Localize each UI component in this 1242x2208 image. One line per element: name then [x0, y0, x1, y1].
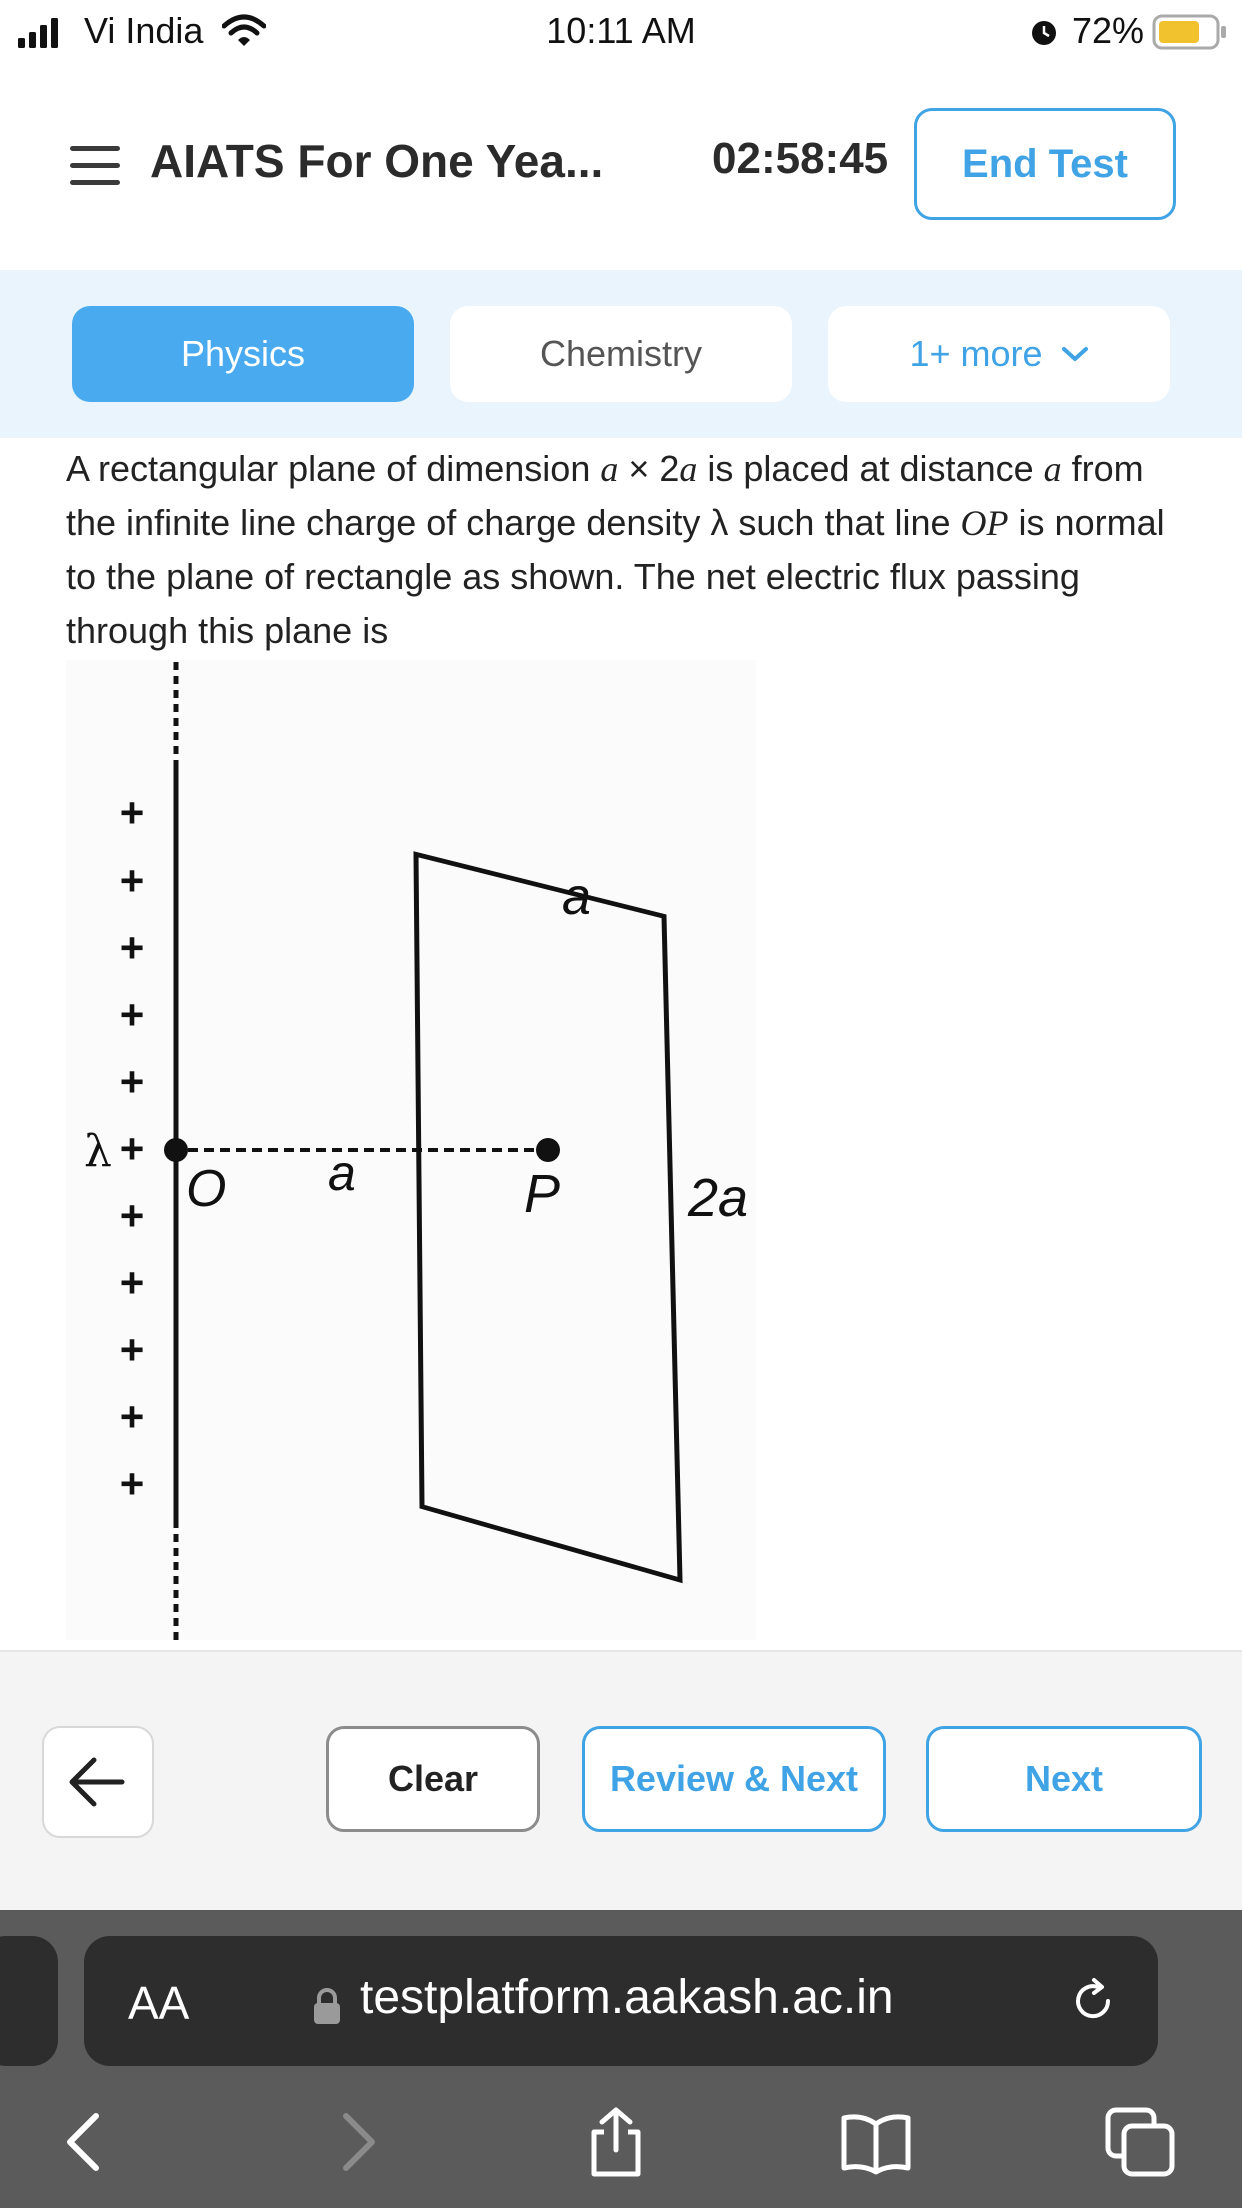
- reader-aa-button[interactable]: AA: [128, 1977, 190, 2029]
- plus-sign: +: [119, 1058, 145, 1105]
- lock-icon: [312, 1986, 342, 2026]
- tab-more[interactable]: [828, 306, 1170, 402]
- label-side-a: a: [562, 868, 591, 926]
- review-next-button[interactable]: Review & Next: [582, 1726, 886, 1832]
- forward-chevron-icon[interactable]: [320, 2106, 392, 2178]
- share-icon[interactable]: [580, 2106, 652, 2178]
- label-distance-a: a: [328, 1145, 356, 1201]
- lambda-label: λ: [84, 1126, 112, 1177]
- end-test-button[interactable]: End Test: [914, 108, 1176, 220]
- previous-tab-stub[interactable]: [0, 1936, 58, 2066]
- tab-more-label: 1+ more: [909, 333, 1043, 374]
- chevron-down-icon: [1061, 345, 1089, 363]
- clock-time: 10:11 AM: [546, 10, 696, 51]
- question-text: A rectangular plane of dimension a × 2a is placed at distance a from the infinite line charge of charge density λ such that line OP is normal to the plane of rectangle as shown. The net electric flux passing through this plane is: [66, 448, 1165, 651]
- arrow-left-icon: [44, 1728, 152, 1836]
- alarm-icon: [1028, 16, 1060, 48]
- tab-physics[interactable]: Physics: [72, 306, 414, 402]
- tabs-icon[interactable]: [1104, 2106, 1176, 2178]
- point-O: [164, 1138, 188, 1162]
- back-chevron-icon[interactable]: [50, 2106, 122, 2178]
- clear-button[interactable]: Clear: [326, 1726, 540, 1832]
- label-O: O: [186, 1160, 227, 1218]
- plus-sign: +: [119, 1326, 145, 1373]
- plus-sign: +: [119, 857, 145, 904]
- plus-sign: +: [119, 1393, 145, 1440]
- plus-sign: +: [119, 1125, 145, 1172]
- test-title: AIATS For One Yea...: [150, 135, 604, 187]
- status-bar: [0, 0, 1242, 64]
- countdown-timer: 02:58:45: [712, 134, 889, 183]
- plus-sign: +: [119, 924, 145, 971]
- carrier-name: Vi India: [84, 10, 204, 51]
- tab-chemistry[interactable]: Chemistry: [450, 306, 792, 402]
- plus-sign: +: [119, 789, 145, 836]
- bookmarks-icon[interactable]: [840, 2106, 912, 2178]
- hamburger-menu-icon[interactable]: [70, 146, 120, 186]
- previous-button[interactable]: [42, 1726, 154, 1838]
- plus-sign: +: [119, 1192, 145, 1239]
- next-button[interactable]: Next: [926, 1726, 1202, 1832]
- label-P: P: [524, 1164, 561, 1224]
- plus-sign: +: [119, 991, 145, 1038]
- reload-icon[interactable]: [1068, 1976, 1118, 2026]
- point-P: [536, 1138, 560, 1162]
- label-side-2a: 2a: [688, 1168, 749, 1228]
- battery-percent: 72%: [1072, 10, 1145, 51]
- plus-sign: +: [119, 1259, 145, 1306]
- url-text[interactable]: testplatform.aakash.ac.in: [360, 1971, 894, 2024]
- battery-icon: [1152, 14, 1228, 52]
- plus-sign: +: [119, 1460, 145, 1507]
- question-diagram: [66, 660, 756, 1640]
